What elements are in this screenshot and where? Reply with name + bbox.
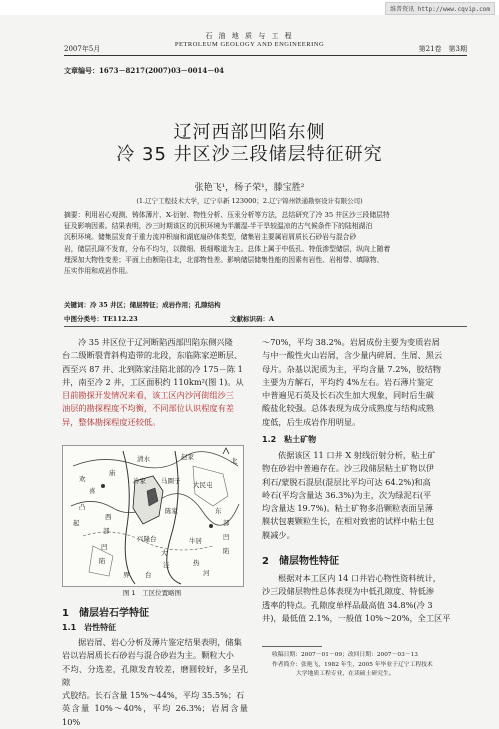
map-label: 东 — [215, 507, 222, 515]
text-line: 岩以岩屑质长石砂岩与混合砂岩为主。颗粒大小 — [62, 650, 234, 661]
text-line: 度低，后生成岩作用明显。 — [262, 416, 361, 427]
text-line: 根据对本工区内 14 口井岩心物性资料统计， — [278, 573, 441, 583]
text-line: 与中一酸性火山岩屑，含少量内碎屑、生屑、黑云 — [262, 350, 443, 361]
text-line: 目前勘探开发情况来看，该工区内沙河街组沙三 — [62, 390, 234, 401]
text-line: 膜状包裹颗粒生长，在相对致密的试样中粘土包 — [262, 516, 434, 527]
text-line: 利石/蒙脱石混层(混层比平均可达 64.2%)和高 — [262, 476, 431, 487]
map-label: 陈家 — [165, 507, 178, 515]
text-line: 酸盐化较强。总体表现为成分成熟度与结构成熟 — [262, 403, 434, 414]
map-label: 界 — [123, 571, 130, 579]
location-map-figure — [62, 445, 244, 587]
text-line: 不均、分选差，孔隙发育较差，磨圆较好，多呈孔隙 — [62, 663, 248, 687]
text-line: 沙三段储层物性总体表现为中低孔隙度、特低渗 — [262, 586, 434, 597]
abstract — [64, 210, 450, 277]
subsection-1-2-heading: 1.2 粘土矿物 — [262, 435, 317, 444]
map-label: 部 — [223, 519, 230, 527]
text-line: 井)，最低值 2.1%，一般值 10%～20%，全工区平 — [262, 612, 451, 623]
classification-number: 中图分类号：TE112.23 — [64, 315, 138, 323]
top-bar — [0, 0, 499, 15]
location-map-svg — [63, 446, 243, 586]
map-label: 大 — [161, 549, 168, 557]
text-line: 异，整体勘探程度还较低。 — [62, 416, 161, 427]
right-paragraph-b — [262, 449, 452, 542]
abstract-line: 岩，储层孔隙不发育，分布不均匀，以微细、极细喉道为主。总体上属于中低孔、特低渗型储层，纵向上随着 — [64, 244, 391, 253]
map-label: 冷家 — [133, 477, 146, 485]
map-label: 兴隆台 — [137, 535, 157, 543]
text-line: ～70%，平均 38.2%。岩屑成份主要为变质岩屑 — [262, 337, 440, 347]
text-line: 中普遍见石英及长石次生加大现象，同时后生碳 — [262, 390, 434, 401]
journal-name-en: PETROLEUM GEOLOGY AND ENGINEERING — [174, 41, 325, 48]
keywords: 关键词：冷 35 井区；储层特征；成岩作用；孔隙结构 — [64, 301, 221, 309]
paper-title-line-2: 冷 35 井区沙三段储层特征研究 — [116, 144, 383, 165]
header-rule — [64, 55, 467, 56]
text-line: 透率的特点。孔隙度单样品最高值 34.8%(冷 3 — [262, 599, 433, 610]
map-label: 马圈子 — [161, 477, 181, 485]
map-label: 西 — [105, 513, 112, 521]
abstract-line: 摘要：利用岩心观测、铸体薄片、X-衍射、物性分析、压汞分析等方法，总结研究了冷 35 井区沙三段储层特 — [64, 211, 390, 219]
subsection-1-1-heading: 1.1 岩性特征 — [62, 623, 117, 632]
right-paragraph-c — [262, 572, 452, 625]
journal-date: 2007年5月 — [64, 45, 101, 53]
map-label: 陷 — [99, 557, 106, 565]
section-1-paragraph — [62, 636, 248, 729]
abstract-line: 沉积环境。储集层发育于重力流冲积扇和湖底扇砂体类型，储集岩主要属岩屑质长石砂岩与混合砂 — [64, 233, 357, 242]
text-line: 油层的勘探程度不均衡，不同部位认识程度有差 — [62, 403, 234, 414]
map-label: 凹 — [101, 543, 108, 551]
document-code: 文献标识码：A — [230, 315, 275, 323]
right-paragraph-a — [262, 336, 452, 429]
text-line: 母片。杂基以泥质为主，平均含量 7.2%，胶结物 — [262, 363, 441, 374]
map-label: 喜 — [89, 487, 96, 495]
map-label: 大民屯 — [193, 481, 213, 489]
map-label: 庙 — [109, 469, 116, 477]
authors: 张艳飞¹，杨子荣¹，滕宝胜² — [194, 183, 305, 193]
map-label: 洼 — [163, 561, 170, 569]
text-line: 均含量达 19.7%)。粘土矿物多沿颗粒表面呈薄 — [262, 503, 433, 514]
text-line: 式胶结。长石含量 15%～44%，平均 35.5%；石 — [62, 690, 245, 701]
journal-name-cn: 石 油 地 质 与 工 程 — [205, 32, 294, 40]
text-line: 主要为方解石，平均约 4%左右。岩石薄片鉴定 — [262, 376, 434, 387]
footnote-author-bio-cont: 大学地质工程专业，在读硕士研究生。 — [296, 671, 395, 677]
map-label: 凸 — [79, 503, 86, 511]
footnote-rule — [262, 646, 322, 647]
map-label: 台 — [145, 571, 152, 579]
text-line: 据岩屑、岩心分析及薄片鉴定结果表明，储集 — [78, 637, 242, 647]
text-line: 冷 35 井区位于辽河断陷西部凹陷东侧兴隆 — [78, 337, 233, 347]
article-number: 文章编号：1673－8217(2007)03－0014－04 — [64, 66, 225, 75]
map-label: 起 — [73, 519, 80, 527]
north-arrow-label: 北 — [231, 457, 238, 465]
map-label: 河 — [203, 569, 210, 577]
text-line: 岭石(平均含量达 36.3%)为主，次为绿泥石(平 — [262, 489, 432, 500]
text-line: 英含量 10%～40%，平均 26.3%；岩屑含量 10% — [62, 703, 248, 727]
affiliation: (1.辽宁工程技术大学，辽宁阜新 123000；2.辽宁锦州铁通勘察设计有限公司) — [136, 197, 363, 205]
footnote-author-bio: 作者简介：张艳飞，1982 年生，2005 年毕业于辽宁工程技术 — [272, 662, 433, 668]
footnote-received: 收稿日期：2007－01－09；改回日期：2007－03－13 — [272, 652, 418, 658]
map-label: 部 — [103, 527, 110, 535]
journal-issue: 第21卷 第3期 — [418, 45, 467, 53]
map-label: 凹 — [223, 533, 230, 541]
map-label: 陷 — [223, 547, 230, 555]
abstract-line: 压实作用和成岩作用。 — [64, 267, 132, 276]
abstract-line: 征及影响因素。结果表明，沙三时期该区的沉积环境为半潮湿-半干旱较温凉的古气候条件下的陆相湖泊 — [64, 222, 373, 231]
text-line: 膜减少。 — [262, 529, 295, 540]
text-line: 台二级断裂背斜构造带的北段，东临陈家逆断层、 — [62, 350, 243, 361]
text-line: 井，南至冷 2 井，工区面积约 110km²(图 1)。从 — [62, 376, 244, 387]
abstract-rule — [64, 326, 467, 327]
map-label: 清水 — [137, 455, 150, 463]
section-1-heading: 1 储层岩石学特征 — [62, 608, 149, 619]
map-label: 欢 — [79, 475, 86, 483]
watermark-badge: 维普资讯 http://www.cqvip.com — [385, 2, 495, 15]
section-2-heading: 2 储层物性特征 — [262, 556, 339, 567]
paper-title-line-1: 辽河西部凹陷东侧 — [173, 122, 326, 143]
text-line: 西至兴 87 井、北到陈家洼陷北部的冷 175－陈 1 — [62, 363, 243, 374]
abstract-line: 埋深加大物性变差；平面上由断陷往北，北部物性差。影响储层储集性能的因素有岩性、岩相带、填隙物、 — [64, 255, 384, 264]
text-line: 依据该区 11 口井 X 射线衍射分析，粘土矿 — [278, 450, 436, 460]
map-label: 赵家 — [181, 453, 194, 461]
figure-caption: 图 1 工区位置略图 — [122, 589, 182, 597]
text-line: 物在砂岩中普遍存在。沙三段储层粘土矿物以伊 — [262, 463, 434, 474]
map-label: 热 — [193, 559, 200, 567]
intro-paragraph — [62, 336, 248, 429]
map-label: 牛居 — [189, 537, 202, 545]
